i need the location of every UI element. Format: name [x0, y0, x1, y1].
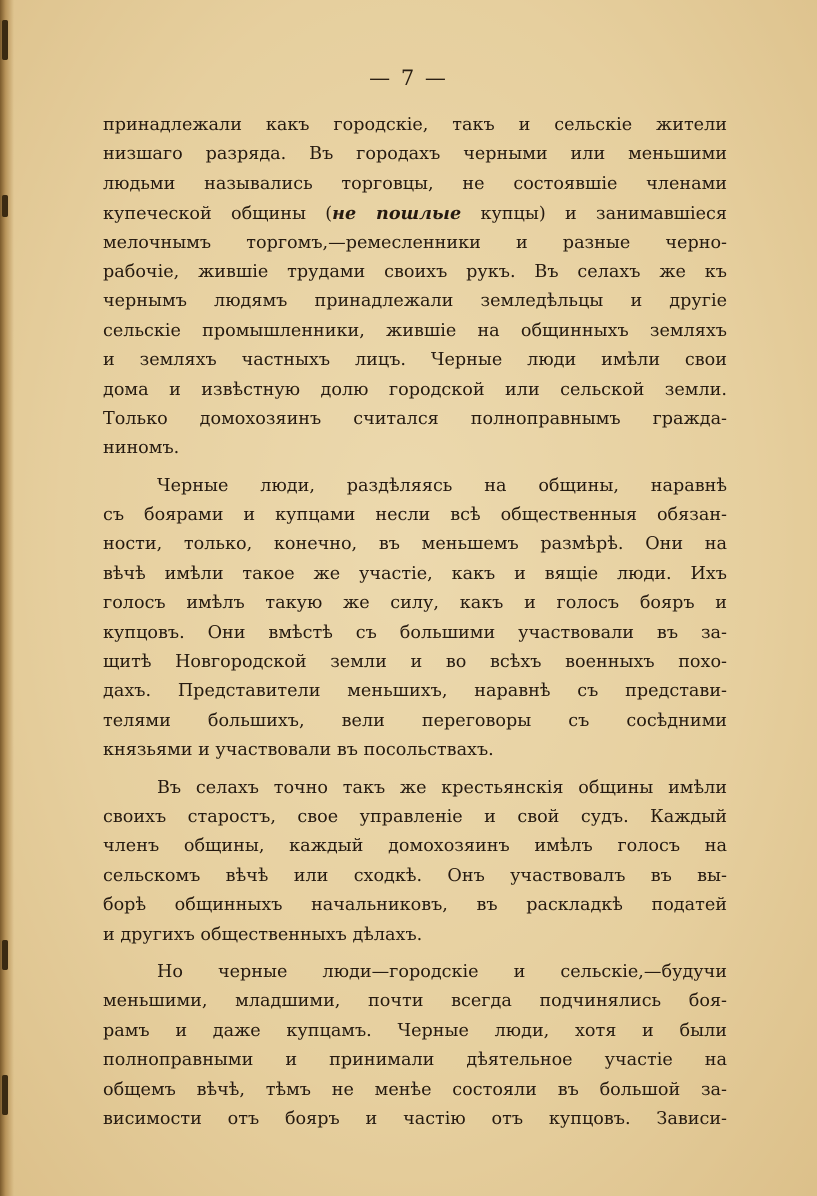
text-line: князьями и участвовали въ посольствахъ.	[103, 740, 494, 761]
text-line: принадлежали какъ городскіе, такъ и сельскіе жители	[103, 115, 727, 135]
text-line: меньшими, младшими, почти всегда подчинялись боя-	[103, 991, 727, 1012]
text-line: купцовъ. Они вмѣстѣ съ большими участвовали въ за-	[103, 622, 727, 643]
text-segment: купцы) и занимавшіеся	[461, 204, 727, 225]
text-line: чернымъ людямъ принадлежали земледѣльцы и другіе	[103, 291, 727, 312]
text-line: голосъ имѣлъ такую же силу, какъ и голосъ бояръ и	[103, 593, 727, 614]
text-line: Въ селахъ точно такъ же крестьянскія общины имѣли	[157, 777, 727, 798]
text-line: борѣ общинныхъ начальниковъ, въ раскладкѣ податей	[103, 895, 727, 916]
body-text	[103, 111, 727, 1134]
text-line: низшаго разряда. Въ городахъ черными или меньшими	[103, 144, 727, 165]
page-binding-edge	[0, 0, 14, 1196]
text-line: своихъ старостъ, свое управленіе и свой судъ. Каждый	[103, 806, 727, 827]
text-line: мелочнымъ торгомъ,—ремесленники и разные черно-	[103, 232, 727, 253]
text-line: дома и извѣстную долю городской или сельской земли.	[103, 379, 727, 400]
text-line: и другихъ общественныхъ дѣлахъ.	[103, 924, 423, 945]
text-line: Черные люди, раздѣляясь на общины, наравнѣ	[157, 475, 727, 496]
page-number: — 7 —	[369, 66, 448, 90]
binding-mark	[2, 940, 8, 970]
text-line: рабочіе, жившіе трудами своихъ рукъ. Въ селахъ же къ	[103, 261, 727, 282]
text-line	[103, 199, 727, 228]
text-line: общемъ вѣчѣ, тѣмъ не менѣе состояли въ большой за-	[103, 1079, 727, 1100]
text-line: сельскіе промышленники, жившіе на общинныхъ земляхъ	[103, 320, 727, 341]
text-line: телями большихъ, вели переговоры съ сосѣдними	[103, 710, 727, 731]
text-line: вѣчѣ имѣли такое же участіе, какъ и вящіе люди. Ихъ	[103, 563, 727, 584]
text-line: висимости отъ бояръ и частію отъ купцовъ. Зависи-	[103, 1108, 727, 1129]
emphasis-text: не пошлые	[332, 203, 462, 225]
text-line: рамъ и даже купцамъ. Черные люди, хотя и были	[103, 1020, 727, 1041]
text-line: дахъ. Представители меньшихъ, наравнѣ съ представи-	[103, 681, 727, 702]
text-line: членъ общины, каждый домохозяинъ имѣлъ голосъ на	[103, 836, 727, 857]
text-line: людьми назывались торговцы, не состоявшіе членами	[103, 173, 727, 194]
text-segment: купеческой общины (	[103, 204, 333, 225]
binding-mark	[2, 20, 8, 60]
text-line: и земляхъ частныхъ лицъ. Черные люди имѣли свои	[103, 350, 727, 371]
binding-mark	[2, 195, 8, 217]
text-line: ниномъ.	[103, 438, 180, 459]
text-line: Только домохозяинъ считался полноправнымъ гражда-	[103, 408, 727, 429]
text-line: щитѣ Новгородской земли и во всѣхъ военныхъ похо-	[103, 652, 727, 673]
binding-mark	[2, 1075, 8, 1115]
text-line: ности, только, конечно, въ меньшемъ размѣрѣ. Они на	[103, 534, 727, 555]
text-line: съ боярами и купцами несли всѣ общественныя обязан-	[103, 505, 727, 526]
text-line: Но черные люди—городскіе и сельскіе,—будучи	[157, 961, 727, 982]
text-line: полноправными и принимали дѣятельное участіе на	[103, 1050, 727, 1071]
text-line: сельскомъ вѣчѣ или сходкѣ. Онъ участвовалъ въ вы-	[103, 865, 727, 886]
